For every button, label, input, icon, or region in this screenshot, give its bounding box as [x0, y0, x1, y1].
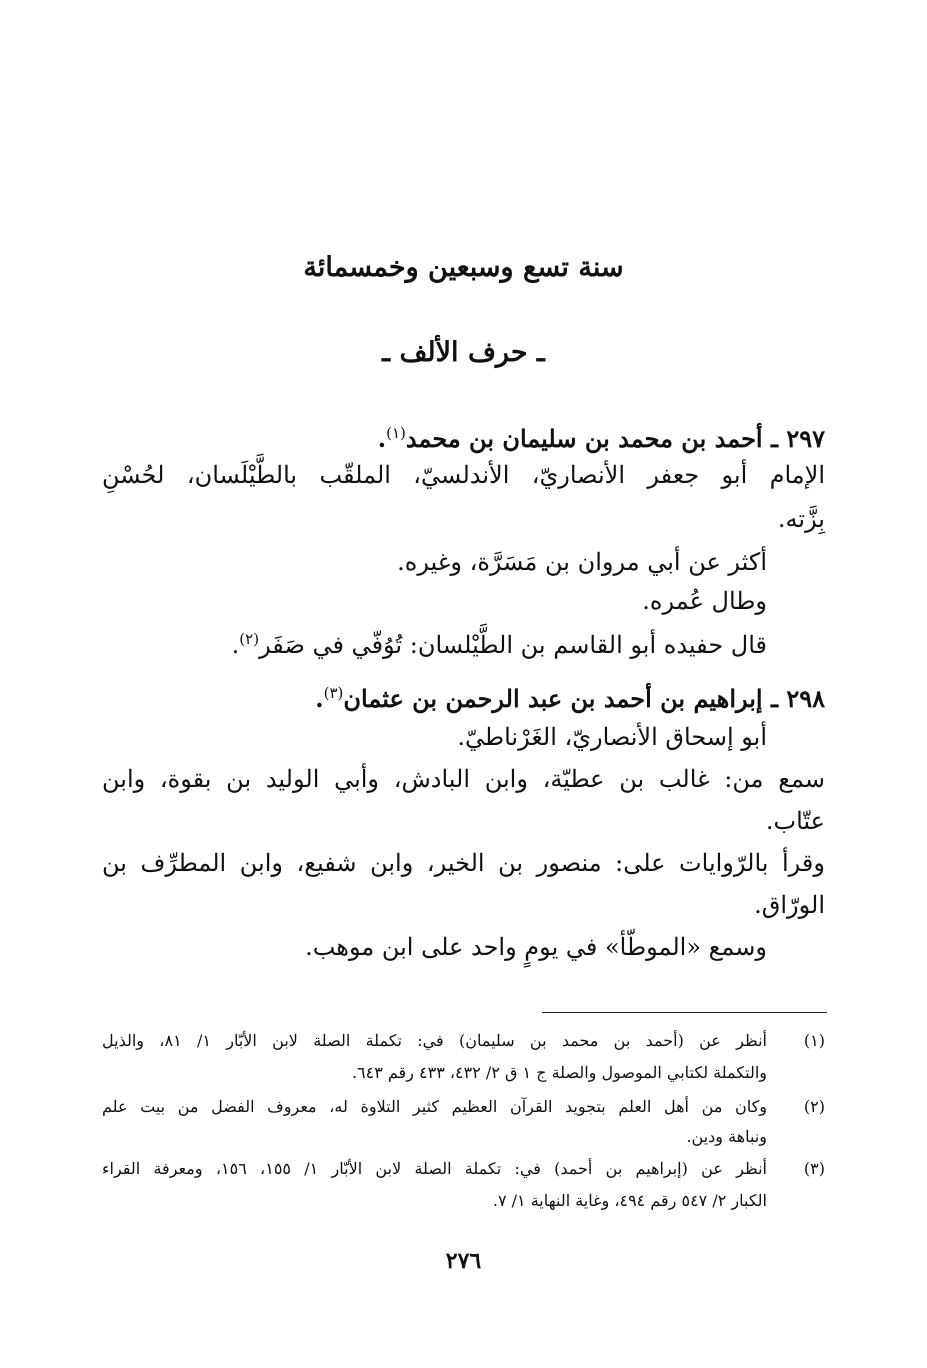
body-line: الورّاق.	[754, 891, 825, 919]
year-heading: سنة تسع وسبعين وخمسمائة	[303, 252, 624, 283]
entry-heading-297	[378, 414, 825, 458]
entry-heading-text: ٢٩٨ ـ إبراهيم بن أحمد بن عبد الرحمن بن عثمان	[343, 684, 825, 713]
body-line: أكثر عن أبي مروان بن مَسَرَّة، وغيره.	[397, 548, 767, 576]
footnote-line: أنظر عن (أحمد بن محمد بن سليمان) في: تكملة الصلة لابن الأبّار ١/ ٨١، والذيل	[102, 1031, 767, 1050]
body-line: عتّاب.	[765, 807, 825, 835]
entry-heading-end: .	[315, 684, 324, 713]
body-line: وسمع «الموطّأ» في يومٍ واحد على ابن موهب.	[305, 933, 767, 961]
body-line: أبو إسحاق الأنصاريّ، الغَرْناطيّ.	[457, 723, 767, 751]
footnote-line: وكان من أهل العلم بتجويد القرآن العظيم كثير التلاوة له، معروف الفضل من بيت علم	[102, 1097, 767, 1116]
body-line: وطال عُمره.	[642, 587, 767, 615]
footnote-number: (١)	[803, 1031, 825, 1050]
entry-heading-text: ٢٩٧ ـ أحمد بن محمد بن سليمان بن محمد	[405, 424, 825, 453]
body-text-end: .	[231, 631, 240, 659]
footnote-line: الكبار ٢/ ٥٤٧ رقم ٤٩٤، وغاية النهاية ١/ ٧.	[492, 1191, 767, 1210]
body-text: قال حفيده أبو القاسم بن الطَّيْلسان: تُوُفّي في صَفَر	[259, 631, 767, 659]
body-line	[232, 620, 767, 664]
letter-heading: ـ حرف الألف ـ	[382, 337, 545, 368]
body-line: بِزَّته.	[777, 505, 825, 533]
footnote-ref: (١)	[386, 424, 406, 442]
entry-heading-end: .	[377, 424, 387, 453]
entry-heading-298	[315, 674, 825, 718]
footnote-ref: (٣)	[323, 684, 344, 702]
footnote-line: أنظر عن (إبراهيم بن أحمد) في: تكملة الصلة لابن الأبّار ١/ ١٥٥، ١٥٦، ومعرفة القراء	[102, 1159, 767, 1178]
footnote-number: (٣)	[803, 1159, 825, 1178]
footnote-line: ونباهة ودين.	[686, 1127, 767, 1146]
footnote-ref: (٢)	[239, 630, 260, 648]
body-line: وقرأ بالرّوايات على: منصور بن الخير، وابن شفيع، وابن المطرِّف بن	[102, 849, 825, 877]
page-number: ٢٧٦	[445, 1248, 482, 1274]
body-line: الإمام أبو جعفر الأنصاريّ، الأندلسيّ، الملقّب بالطَّيْلَسان، لحُسْنِ	[102, 461, 825, 489]
footnote-number: (٢)	[803, 1097, 825, 1116]
footnote-divider	[542, 1012, 827, 1013]
body-line: سمع من: غالب بن عطيّة، وابن البادش، وأبي الوليد بن بقوة، وابن	[102, 765, 825, 793]
footnote-line: والتكملة لكتابي الموصول والصلة ج ١ ق ٢/ ٤٣٢، ٤٣٣ رقم ٦٤٣.	[351, 1063, 767, 1082]
